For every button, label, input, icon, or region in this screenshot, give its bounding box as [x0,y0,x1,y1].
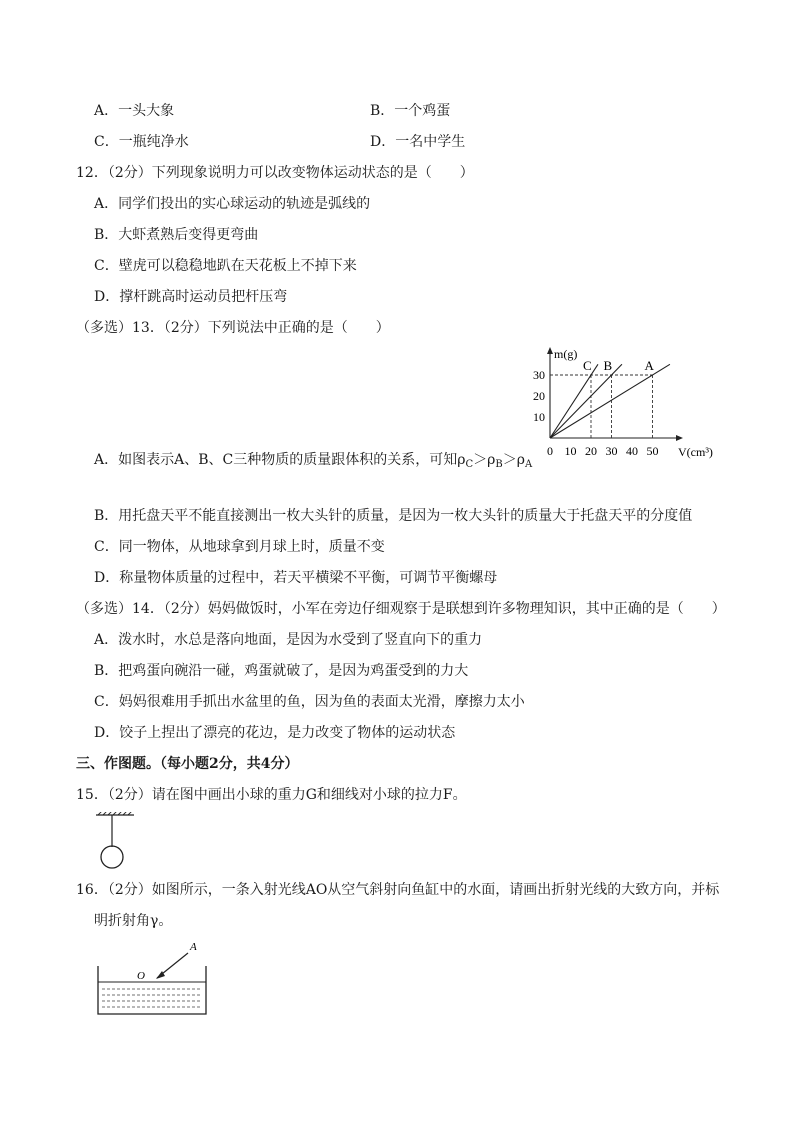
q11-option-c: C．一瓶纯净水 [94,134,189,150]
series-label-a: A [644,358,654,373]
y-tick-label: 10 [533,410,545,424]
y-axis-arrow [547,347,553,354]
q14-option-d: D．饺子上捏出了漂亮的花边，是力改变了物体的运动状态 [94,725,456,741]
rho-a: $\rho_A$ [516,452,533,470]
label-o: O [137,970,145,982]
q11-option-d: D．一名中学生 [370,134,466,150]
x-tick-label: 10 [564,444,577,458]
y-tick-label: 20 [533,389,545,403]
q14-option-b: B．把鸡蛋向碗沿一碰，鸡蛋就破了，是因为鸡蛋受到的力大 [94,663,469,679]
mass-volume-chart [528,340,728,468]
label-a: A [190,941,197,953]
q12-option-b: B．大虾煮熟后变得更弯曲 [94,227,259,243]
q14-option-a: A．泼水时，水总是落向地面，是因为水受到了竖直向下的重力 [94,632,483,648]
hanging-ball-figure [90,812,140,874]
series-label-c: C [583,358,592,373]
q11-option-b: B．一个鸡蛋 [370,103,451,119]
q15-stem: 15．（2分）请在图中画出小球的重力G和细线对小球的拉力F。 [76,787,467,803]
y-tick-label: 30 [533,368,545,382]
series-label-b: B [603,358,613,373]
q13-option-b: B．用托盘天平不能直接测出一枚大头针的质量，是因为一枚大头针的质量大于托盘天平的分度值 [94,508,693,524]
x-axis-arrow [676,435,683,441]
q16-stem-line1: 16．（2分）如图所示，一条入射光线AO从空气斜射向鱼缸中的水面，请画出折射光线的大致方向，并标 [76,882,720,898]
gt-sign: ＞ [502,452,517,468]
q13-option-d: D．称量物体质量的过程中，若天平横梁不平衡，可调节平衡螺母 [94,570,498,586]
x-tick-label: 40 [626,444,638,458]
q14-stem: （多选）14．（2分）妈妈做饭时，小军在旁边仔细观察于是联想到许多物理知识，其中正确的是（ ） [76,601,726,617]
q13-option-c: C．同一物体，从地球拿到月球上时，质量不变 [94,539,385,555]
q12-option-a: A．同学们投出的实心球运动的轨迹是弧线的 [94,196,371,212]
q16-stem-line2: 明折射角γ。 [94,913,173,929]
q14-option-c: C．妈妈很难用手抓出水盆里的鱼，因为鱼的表面太光滑，摩擦力太小 [94,694,525,710]
x-tick-label: 20 [585,444,597,458]
q11-option-a: A．一头大象 [94,103,175,119]
fish-tank-figure [94,938,212,1018]
q12-option-c: C．壁虎可以稳稳地趴在天花板上不掉下来 [94,258,357,274]
x-tick-label: 30 [605,444,618,458]
y-axis-label: m(g) [554,347,578,361]
q13-stem: （多选）13．（2分）下列说法中正确的是（ ） [76,320,390,336]
q12-option-d: D．撑杆跳高时运动员把杆压弯 [94,289,288,305]
x-tick-label: 0 [547,444,553,458]
section-3-heading: 三、作图题。（每小题2分，共4分） [76,756,299,772]
x-tick-label: 50 [646,444,659,458]
q13-option-a [94,450,532,475]
gt-sign: ＞ [473,452,488,468]
rho-c: $\rho_C$ [457,452,474,470]
rho-b: $\rho_B$ [487,452,503,470]
q13-option-a-text: A．如图表示A、B、C三种物质的质量跟体积的关系，可知 [94,452,458,468]
q12-stem: 12．（2分）下列现象说明力可以改变物体运动状态的是（ ） [76,165,474,181]
x-axis-label: V(cm³) [678,445,713,459]
